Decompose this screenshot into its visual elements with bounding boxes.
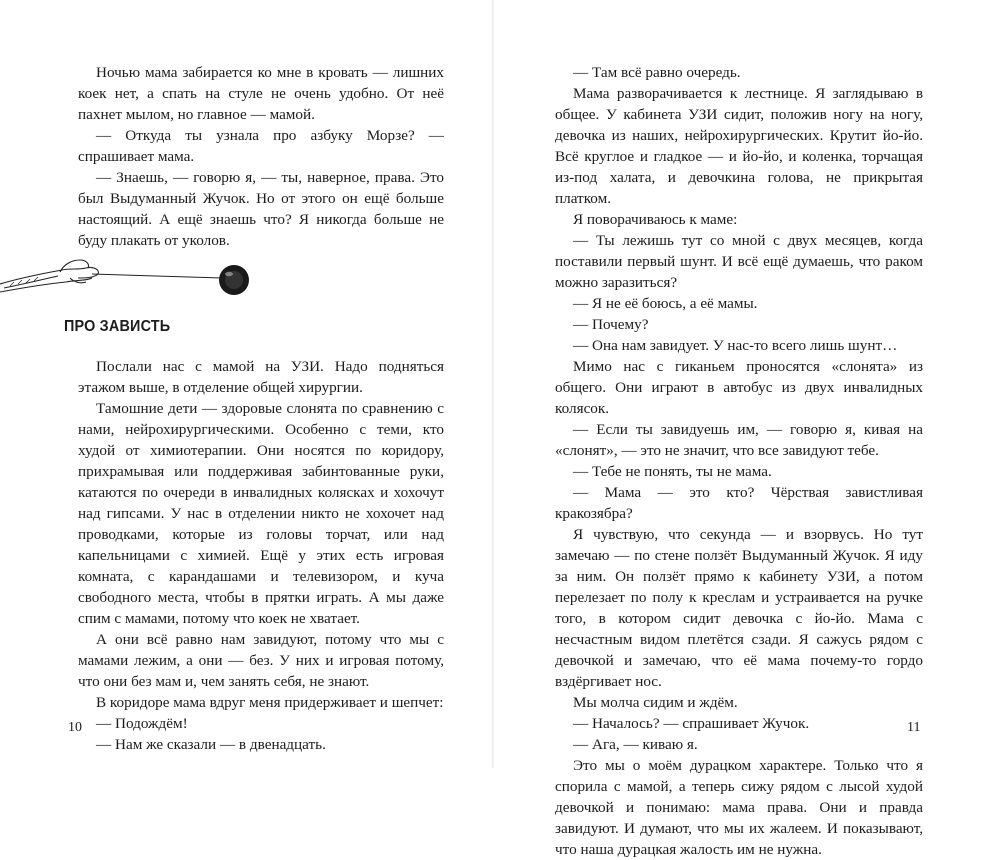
right-text [555, 62, 923, 860]
page-number-left: 10 [68, 720, 82, 735]
paragraph: Я поворачиваюсь к маме: [573, 211, 738, 228]
paragraph: — Знаешь, — говорю я, — ты, наверное, права. Это был Выдуманный Жучок. Но от этого он ещё больше настоящий. А ещё знаешь что? Я никогда больше не буду плакать от уколов. [78, 169, 444, 249]
paragraph: Мама разворачивается к лестнице. Я заглядываю в общее. У кабинета УЗИ сидит, положив ногу на ногу, девочка из наших, нейрохирургических. Крутит йо-йо. Всё круглое и гладкое — и йо-йо, и коленка, торчащая из-под халата, и девочкина голова, не прикрытая платком. [555, 85, 923, 207]
paragraph: В коридоре мама вдруг меня придерживает и шепчет: [96, 694, 444, 711]
paragraph: — Если ты завидуешь им, — говорю я, кивая на «слонят», — это не значит, что все завидуют тебе. [555, 421, 923, 459]
paragraph: А они всё равно нам завидуют, потому что мы с мамами лежим, а они — без. У них и игровая потому, что они без мам и, чем занять себя, не знают. [78, 631, 444, 690]
right-page [493, 0, 987, 858]
paragraph: — Нам же сказали — в двенадцать. [96, 736, 326, 753]
paragraph: — Тебе не понять, ты не мама. [573, 463, 772, 480]
paragraph: — Почему? [573, 316, 649, 333]
hand-with-yoyo-illustration [0, 248, 260, 308]
paragraph: — Началось? — спрашивает Жучок. [573, 715, 810, 732]
paragraph: — Откуда ты узнала про азбуку Морзе? — спрашивает мама. [78, 127, 444, 165]
paragraph: Мимо нас с гиканьем проносятся «слонята» из общего. Они играют в автобус из двух инвалидных колясок. [555, 358, 923, 417]
yoyo-string [92, 274, 222, 278]
paragraph: — Ты лежишь тут со мной с двух месяцев, когда поставили первый шунт. И всё ещё думаешь, что раком можно заразиться? [555, 232, 923, 291]
paragraph: — Я не её боюсь, а её мамы. [573, 295, 758, 312]
left-section-text [78, 356, 444, 755]
paragraph: Мы молча сидим и ждём. [573, 694, 738, 711]
paragraph: — Подождём! [96, 715, 188, 732]
paragraph: Тамошние дети — здоровые слонята по сравнению с нами, нейрохирургическими. Особенно с теми, кто худой от химиотерапии. Они носятся по коридору, прихрамывая или поддерживая забинтованные руки, катаются по очереди в инвалидных колясках и хохочут над гипсами. У нас в отделении никто не хохочет над проводками, которые из головы торчат, или над капельницами с химией. Ещё у этих есть игровая комната, с карандашами и телевизором, и куча свободного места, чтобы в прятки играть. А мы даже спим с мамами, потому что коек не хватает. [78, 400, 444, 627]
paragraph: — Ага, — киваю я. [573, 736, 698, 753]
paragraph: — Она нам завидует. У нас-то всего лишь шунт… [573, 337, 898, 354]
hand-sketch [0, 260, 98, 292]
paragraph: Я чувствую, что секунда — и взорвусь. Но тут замечаю — по стене ползёт Выдуманный Жучок. Я иду за ним. Он ползёт прямо к кабинету УЗИ, а потом перелезает по полу к креслам и устраивается на ручке того, в котором сидит девочка с йо-йо. Мама с несчастным видом плетётся сзади. Я сажусь рядом с девочкой и замечаю, что её мама почему-то гордо вздёргивает нос. [555, 526, 923, 690]
paragraph: Это мы о моём дурацком характере. Только что я спорила с мамой, а теперь сижу рядом с лысой худой девочкой и понимаю: мама права. Они и правда завидуют. И думают, что мы их жалеем. И показывают, что наша дурацкая жалость им не нужна. [555, 757, 923, 858]
paragraph: — Там всё равно очередь. [573, 64, 741, 81]
paragraph: — Мама — это кто? Чёрствая завистливая кракозябра? [555, 484, 923, 522]
page-number-right: 11 [907, 720, 921, 735]
left-top-text [78, 62, 444, 251]
paragraph: Послали нас с мамой на УЗИ. Надо подняться этажом выше, в отделение общей хирургии. [78, 358, 444, 396]
section-heading: ПРО ЗАВИСТЬ [64, 318, 171, 335]
left-page [0, 0, 493, 768]
paragraph: Ночью мама забирается ко мне в кровать — лишних коек нет, а спать на стуле не очень удобно. От неё пахнет мылом, но главное — мамой. [78, 64, 444, 123]
